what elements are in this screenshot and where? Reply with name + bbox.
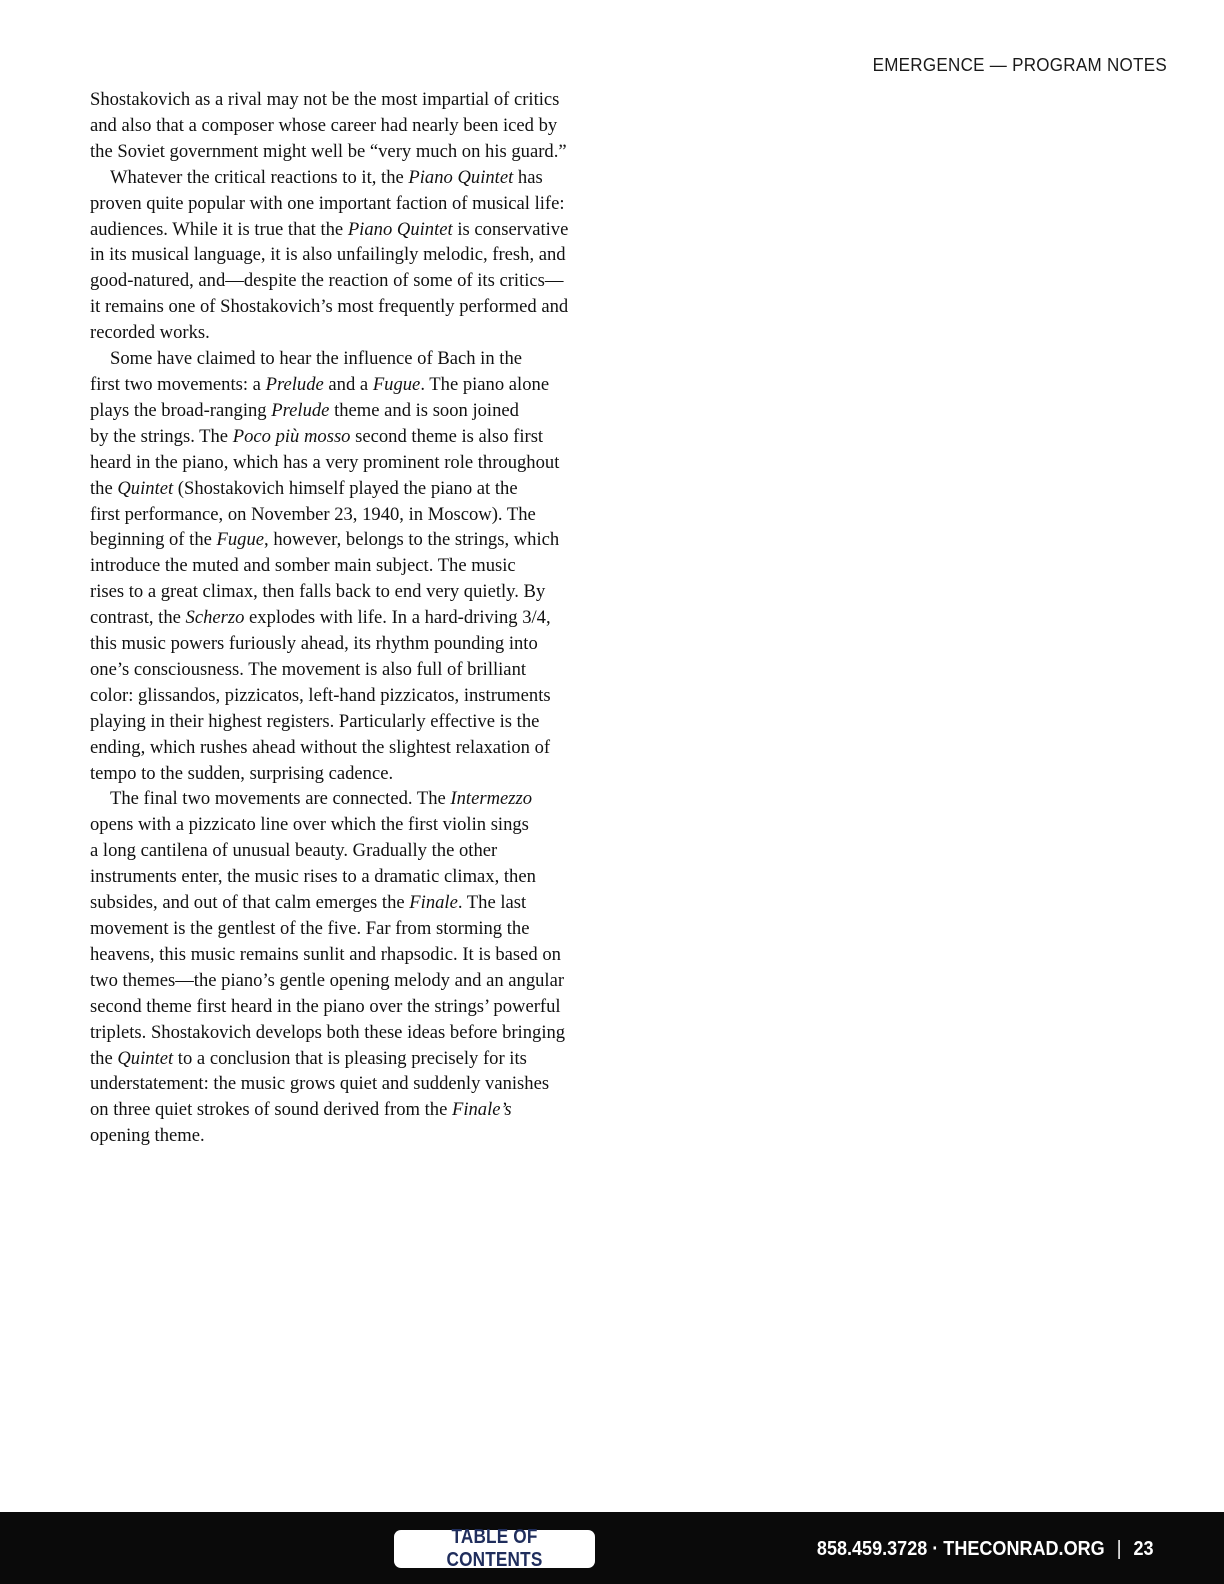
text-line: instruments enter, the music rises to a dramatic climax, then (90, 866, 536, 888)
text-line: good-natured, and—despite the reaction of some of its critics— (90, 270, 564, 292)
table-of-contents-label: TABLE OF CONTENTS (446, 1526, 543, 1571)
text-line: first performance, on November 23, 1940, in Moscow). The (90, 503, 536, 525)
table-of-contents-button[interactable] (394, 1526, 595, 1571)
text-line: this music powers furiously ahead, its rhythm pounding into (90, 633, 538, 655)
text-line: it remains one of Shostakovich’s most frequently performed and (90, 296, 569, 318)
contact-info (817, 1537, 1154, 1561)
text-line: color: glissandos, pizzicatos, left-hand pizzicatos, instruments (90, 684, 551, 706)
pipe-separator: | (1117, 1537, 1122, 1560)
text-line: recorded works. (90, 322, 210, 344)
text-line: the Quintet to a conclusion that is pleasing precisely for its (90, 1047, 527, 1069)
website-link[interactable]: THECONRAD.ORG (943, 1537, 1106, 1560)
text-line: ending, which rushes ahead without the slightest relaxation of (90, 736, 551, 758)
text-line: first two movements: a Prelude and a Fugue. The piano alone (90, 373, 550, 395)
text-line: heavens, this music remains sunlit and rhapsodic. It is based on (90, 943, 561, 965)
text-line: subsides, and out of that calm emerges the Finale. The last (90, 892, 527, 914)
text-line: on three quiet strokes of sound derived from the Finale’s (90, 1099, 512, 1121)
text-line: The final two movements are connected. The Intermezzo (110, 788, 533, 810)
text-line: movement is the gentlest of the five. Far from storming the (90, 918, 530, 939)
text-line: playing in their highest registers. Particularly effective is the (90, 710, 540, 732)
text-line: Some have claimed to hear the influence of Bach in the (110, 348, 523, 370)
text-line: in its musical language, it is also unfailingly melodic, fresh, and (90, 244, 566, 266)
text-line: beginning of the Fugue, however, belongs to the strings, which (90, 529, 560, 551)
running-head: EMERGENCE — PROGRAM NOTES (872, 54, 1167, 75)
text-line: triplets. Shostakovich develops both these ideas before bringing (90, 1021, 566, 1043)
text-line: second theme first heard in the piano over the strings’ powerful (90, 995, 561, 1017)
text-line: by the strings. The Poco più mosso second theme is also first (90, 425, 544, 447)
text-line: plays the broad-ranging Prelude theme and is soon joined (90, 399, 519, 421)
text-line: opening theme. (90, 1125, 205, 1147)
text-line: understatement: the music grows quiet and suddenly vanishes (90, 1073, 550, 1095)
text-line: heard in the piano, which has a very prominent role throughout (90, 451, 560, 473)
text-line: two themes—the piano’s gentle opening melody and an angular (90, 969, 565, 991)
text-line: Whatever the critical reactions to it, the Piano Quintet has (110, 166, 543, 188)
dot-separator: · (932, 1537, 939, 1560)
text-line: audiences. While it is true that the Piano Quintet is conservative (90, 218, 569, 240)
text-line: the Soviet government might well be “very much on his guard.” (90, 140, 567, 162)
text-line: a long cantilena of unusual beauty. Gradually the other (90, 840, 498, 862)
text-line: one’s consciousness. The movement is also full of brilliant (90, 658, 527, 680)
text-line: contrast, the Scherzo explodes with life. In a hard-driving 3/4, (90, 607, 551, 629)
phone-number: 858.459.3728 (817, 1537, 928, 1560)
text-line: tempo to the sudden, surprising cadence. (90, 762, 394, 784)
text-line: opens with a pizzicato line over which the first violin sings (90, 814, 529, 836)
text-line: Shostakovich as a rival may not be the most impartial of critics (90, 89, 560, 110)
text-line: introduce the muted and somber main subject. The music (90, 555, 516, 577)
text-line: rises to a great climax, then falls back to end very quietly. By (90, 581, 546, 603)
text-line: the Quintet (Shostakovich himself played the piano at the (90, 477, 518, 499)
text-line: and also that a composer whose career had nearly been iced by (90, 114, 558, 136)
text-line: proven quite popular with one important faction of musical life: (90, 192, 565, 214)
page-number: 23 (1133, 1537, 1154, 1560)
footer-bar (0, 1512, 1224, 1584)
article-body (90, 87, 620, 1149)
